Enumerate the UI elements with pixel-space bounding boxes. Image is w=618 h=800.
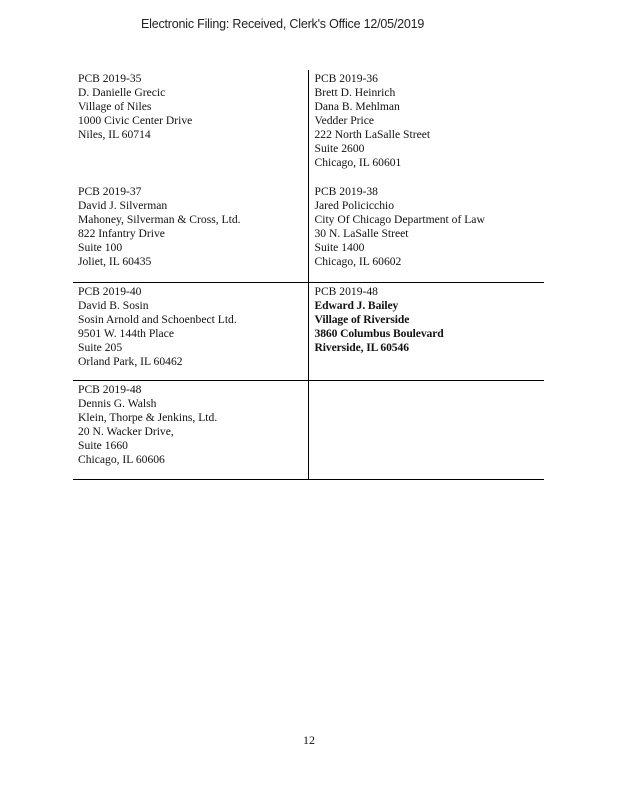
address-line: Brett D. Heinrich bbox=[314, 86, 396, 99]
contact-cell-pcb-2019-36 bbox=[309, 70, 545, 183]
contact-cell-pcb-2019-48-walsh bbox=[73, 381, 309, 479]
address-line: David B. Sosin bbox=[78, 299, 149, 312]
service-row-2 bbox=[73, 183, 544, 283]
address-line: Vedder Price bbox=[314, 114, 375, 127]
address-line: Chicago, IL 60602 bbox=[314, 255, 402, 268]
case-number: PCB 2019-37 bbox=[78, 185, 142, 198]
address-line: 1000 Civic Center Drive bbox=[78, 114, 193, 127]
contact-cell-pcb-2019-35 bbox=[73, 70, 309, 183]
address-line: Edward J. Bailey bbox=[314, 299, 399, 312]
case-number: PCB 2019-40 bbox=[78, 285, 142, 298]
address-line: City Of Chicago Department of Law bbox=[314, 213, 485, 226]
address-line: Sosin Arnold and Schoenbect Ltd. bbox=[78, 313, 237, 326]
address-line: Joliet, IL 60435 bbox=[78, 255, 152, 268]
case-number: PCB 2019-35 bbox=[78, 72, 142, 85]
address-line: 222 North LaSalle Street bbox=[314, 128, 431, 141]
address-line: Suite 205 bbox=[78, 341, 123, 354]
address-line: Suite 100 bbox=[78, 241, 123, 254]
case-number: PCB 2019-48 bbox=[314, 285, 378, 298]
address-line: Suite 1400 bbox=[314, 241, 365, 254]
contact-cell-pcb-2019-37 bbox=[73, 183, 309, 282]
service-list-table bbox=[73, 70, 544, 480]
address-line: 30 N. LaSalle Street bbox=[314, 227, 409, 240]
address-line: 822 Infantry Drive bbox=[78, 227, 165, 240]
address-line: Dana B. Mehlman bbox=[314, 100, 400, 113]
address-line: Dennis G. Walsh bbox=[78, 397, 157, 410]
page-number: 12 bbox=[303, 733, 315, 747]
address-line: 20 N. Wacker Drive, bbox=[78, 425, 174, 438]
contact-cell-pcb-2019-48-bailey bbox=[309, 283, 545, 380]
address-line: Suite 1660 bbox=[78, 439, 128, 452]
service-row-1 bbox=[73, 70, 544, 183]
address-line: Chicago, IL 60601 bbox=[314, 156, 402, 169]
address-line: D. Danielle Grecic bbox=[78, 86, 166, 99]
address-line: Village of Riverside bbox=[314, 313, 410, 326]
address-line: Chicago, IL 60606 bbox=[78, 453, 165, 466]
empty-cell bbox=[309, 381, 545, 479]
address-line: Riverside, IL 60546 bbox=[314, 341, 409, 354]
address-line: Suite 2600 bbox=[314, 142, 365, 155]
address-line: Niles, IL 60714 bbox=[78, 128, 151, 141]
address-line: Klein, Thorpe & Jenkins, Ltd. bbox=[78, 411, 218, 424]
case-number: PCB 2019-48 bbox=[78, 383, 142, 396]
electronic-filing-stamp: Electronic Filing: Received, Clerk's Office 12/05/2019 bbox=[141, 17, 425, 31]
address-line: Orland Park, IL 60462 bbox=[78, 355, 183, 368]
service-row-4 bbox=[73, 381, 544, 480]
contact-cell-pcb-2019-40 bbox=[73, 283, 309, 380]
address-line: 9501 W. 144th Place bbox=[78, 327, 174, 340]
address-line: Mahoney, Silverman & Cross, Ltd. bbox=[78, 213, 241, 226]
service-row-3 bbox=[73, 283, 544, 381]
address-line: 3860 Columbus Boulevard bbox=[314, 327, 444, 340]
address-line: Village of Niles bbox=[78, 100, 152, 113]
case-number: PCB 2019-38 bbox=[314, 185, 378, 198]
address-line: Jared Policicchio bbox=[314, 199, 395, 212]
case-number: PCB 2019-36 bbox=[314, 72, 378, 85]
address-line: David J. Silverman bbox=[78, 199, 168, 212]
contact-cell-pcb-2019-38 bbox=[309, 183, 545, 282]
